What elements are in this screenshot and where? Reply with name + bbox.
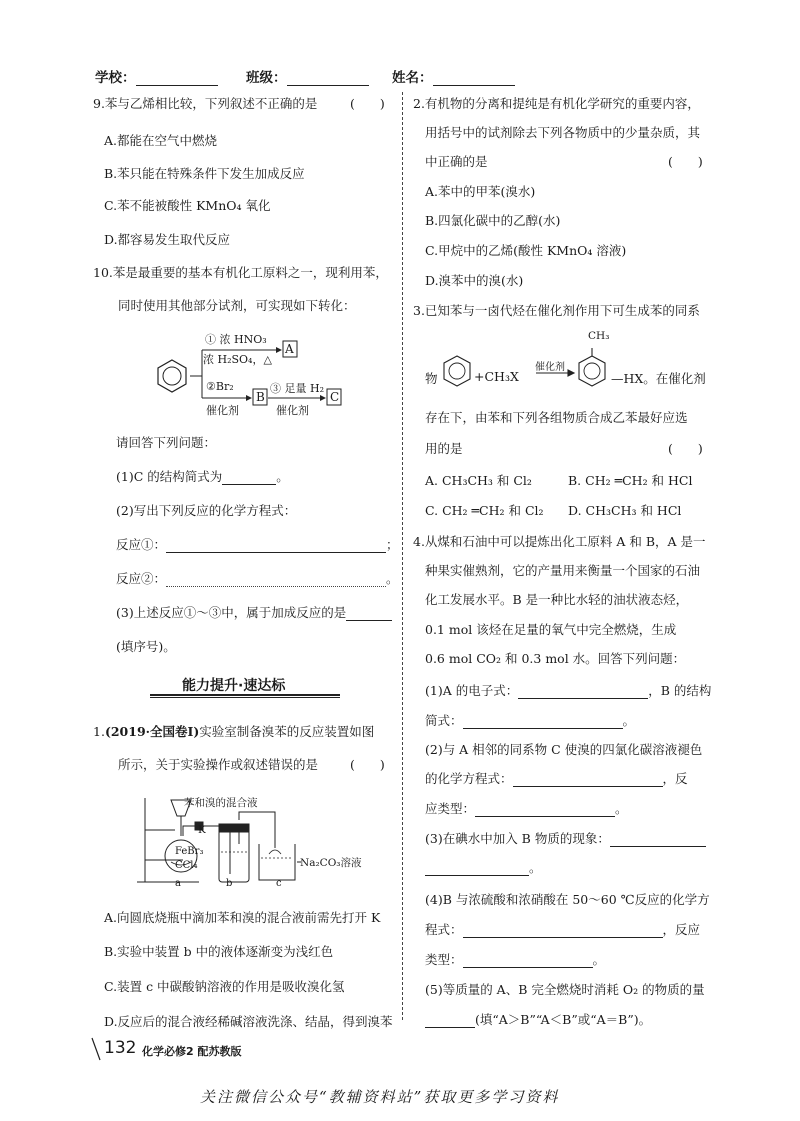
product-b: B (256, 390, 265, 404)
q4-part4-blank-b[interactable] (463, 954, 593, 968)
q10-reaction-2: 反应②： 。 (116, 571, 399, 586)
school-field (95, 66, 218, 86)
q9-option-b: B.苯只能在特殊条件下发生加成反应 (104, 166, 305, 181)
toluene-ring-icon (579, 356, 605, 386)
label-c: c (276, 878, 282, 889)
q10-reaction-1-blank[interactable] (166, 539, 386, 553)
column-divider (402, 92, 403, 1020)
book-title: 化学必修2 配苏教版 (142, 1045, 242, 1058)
q3-wu: 物 (425, 371, 438, 386)
product-c: C (330, 390, 340, 404)
q10-part3-tail: (填序号)。 (116, 639, 176, 654)
q2-option-a: A.苯中的甲苯(溴水) (425, 184, 536, 199)
q4-part3-blank-a[interactable] (610, 833, 706, 847)
q1-option-d: D.反应后的混合液经稀碱溶液洗涤、结晶，得到溴苯 (104, 1014, 393, 1029)
section-heading (150, 673, 340, 695)
benzene-ring-icon (444, 356, 470, 386)
q9-option-c: C.苯不能被酸性 KMnO₄ 氧化 (104, 198, 271, 213)
q4-part4-line2: 程式： ，反应 (425, 922, 701, 937)
q3-answer-paren[interactable]: ( ) (668, 441, 703, 456)
reagent-3-bottom: 催化剂 (276, 404, 309, 417)
q10-part1-blank[interactable] (222, 471, 276, 485)
name-field (392, 66, 515, 86)
q3-tail: —HX。在催化剂 (611, 371, 706, 386)
q4-part2: (2)与 A 相邻的同系物 C 使溴的四氯化碳溶液褪色 (425, 742, 703, 757)
q3-ch3: CH₃ (588, 330, 610, 342)
page-number: 132 (104, 1038, 137, 1058)
class-input-line[interactable] (287, 71, 369, 86)
q1-option-c: C.装置 c 中碳酸钠溶液的作用是吸收溴化氢 (104, 979, 345, 994)
q4-part2-line3: 应类型： 。 (425, 801, 628, 816)
footer-slash-icon (90, 1037, 104, 1061)
q4-line1: 4.从煤和石油中可以提炼出化工原料 A 和 B，A 是一 (413, 534, 706, 549)
q2-stem-line2: 用括号中的试剂除去下列各物质中的少量杂质，其 (425, 125, 701, 140)
class-field (246, 66, 369, 86)
q4-part2-line2: 的化学方程式： ，反 (425, 771, 688, 786)
reagent-1-top: ① 浓 HNO₃ (205, 333, 267, 346)
school-label: 学校： (95, 70, 136, 86)
reagent-3-top: ③ 足量 H₂ (270, 382, 324, 395)
q9-option-a: A.都能在空气中燃烧 (104, 133, 218, 148)
q1-stem-line2: 所示，关于实验操作或叙述错误的是 (118, 757, 319, 772)
q4-part3-blank-b[interactable] (425, 862, 529, 876)
footer-note: 关注微信公众号“教辅资料站”获取更多学习资料 (200, 1088, 560, 1106)
label-ccl4: CCl₄ (175, 860, 198, 871)
q3-equation-graphics (440, 348, 610, 394)
beaker-c-icon (259, 844, 295, 880)
reagent-2-bottom: 催化剂 (206, 404, 239, 417)
q4-line5: 0.6 mol CO₂ 和 0.3 mol 水。回答下列问题： (425, 651, 686, 666)
q4-part3-line2: 。 (425, 858, 542, 876)
q2-stem-line3: 中正确的是 (425, 154, 488, 169)
q10-reaction-2-blank[interactable] (166, 573, 386, 587)
q2-option-c: C.甲烷中的乙烯(酸性 KMnO₄ 溶液) (425, 243, 627, 258)
label-na2co3: Na₂CO₃溶液 (300, 857, 362, 869)
bottle-b-icon (219, 830, 249, 882)
name-label: 姓名： (392, 70, 433, 86)
q3-plus-ch3x: +CH₃X (474, 369, 519, 384)
q4-part5: (5)等质量的 A、B 完全燃烧时消耗 O₂ 的物质的量 (425, 982, 705, 997)
name-input-line[interactable] (433, 71, 515, 86)
q10-part3-blank[interactable] (346, 607, 392, 621)
reagent-2-top: ②Br₂ (206, 380, 234, 393)
q1-option-a: A.向圆底烧瓶中滴加苯和溴的混合液前需先打开 K (104, 910, 381, 925)
q3-stem-line4: 用的是 (425, 441, 463, 456)
q10-ask: 请回答下列问题： (116, 435, 217, 450)
q10-reaction-1: 反应①： ； (116, 537, 399, 552)
q4-part4: (4)B 与浓硫酸和浓硝酸在 50～60 ℃反应的化学方 (425, 892, 710, 907)
q2-option-d: D.溴苯中的溴(水) (425, 273, 524, 288)
label-b: b (226, 878, 233, 889)
product-a: A (285, 342, 294, 356)
q10-stem-line2: 同时使用其他部分试剂，可实现如下转化： (118, 298, 356, 313)
q3-option-b: B. CH₂ ═CH₂ 和 HCl (568, 473, 693, 488)
q10-stem-line1: 10.苯是最重要的基本有机化工原料之一，现利用苯， (93, 265, 388, 280)
section-title: 能力提升·速达标 (182, 678, 286, 694)
q9-answer-paren[interactable]: ( ) (350, 96, 385, 111)
q4-part5-blank[interactable] (425, 1014, 475, 1028)
school-input-line[interactable] (136, 71, 218, 86)
q4-part3: (3)在碘水中加入 B 物质的现象： (425, 829, 706, 847)
benzene-ring-icon (158, 360, 186, 392)
q9-option-d: D.都容易发生取代反应 (104, 232, 231, 247)
q4-part1-blank-b[interactable] (463, 715, 623, 729)
q4-part4-line3: 类型： 。 (425, 952, 606, 967)
q4-part5-line2: (填“A＞B”“A＜B”或“A＝B”)。 (425, 1010, 651, 1028)
q10-part2: (2)写出下列反应的化学方程式： (116, 503, 297, 518)
label-febr3: FeBr₃ (175, 846, 204, 857)
q2-answer-paren[interactable]: ( ) (668, 154, 703, 169)
q4-part1-blank-a[interactable] (518, 685, 648, 699)
q9-stem: 9.苯与乙烯相比较，下列叙述不正确的是 (93, 96, 318, 111)
q4-part2-blank-b[interactable] (475, 803, 615, 817)
q4-part2-blank-a[interactable] (513, 773, 663, 787)
q4-part1-line2: 简式： 。 (425, 713, 636, 728)
q1-option-b: B.实验中装置 b 中的液体逐渐变为浅红色 (104, 944, 334, 959)
q4-line2: 种果实催熟剂，它的产量用来衡量一个国家的石油 (425, 563, 701, 578)
q4-line4: 0.1 mol 该烃在足量的氧气中完全燃烧，生成 (425, 622, 677, 637)
label-a: a (175, 878, 181, 889)
q1-answer-paren[interactable]: ( ) (350, 757, 385, 772)
q1-source: (2019·全国卷Ⅰ) (104, 724, 200, 739)
label-k: K (198, 824, 206, 836)
q10-part3: (3)上述反应①～③中，属于加成反应的是 (116, 603, 392, 621)
q3-option-c: C. CH₂ ═CH₂ 和 Cl₂ (425, 503, 544, 518)
class-label: 班级： (246, 70, 287, 86)
q2-option-b: B.四氯化碳中的乙醇(水) (425, 213, 561, 228)
q3-option-d: D. CH₃CH₃ 和 HCl (568, 503, 682, 518)
label-mixture: 苯和溴的混合液 (184, 797, 258, 809)
q3-option-a: A. CH₃CH₃ 和 Cl₂ (425, 473, 532, 488)
q4-line3: 化工发展水平。B 是一种比水轻的油状液态烃， (425, 592, 689, 607)
q3-stem-line3: 存在下，由苯和下列各组物质合成乙苯最好应选 (425, 410, 688, 425)
q4-part4-blank-a[interactable] (463, 924, 663, 938)
reagent-1-bottom: 浓 H₂SO₄，△ (203, 353, 272, 366)
q4-part1: (1)A 的电子式： ，B 的结构 (425, 683, 712, 698)
q2-stem-line1: 2.有机物的分离和提纯是有机化学研究的重要内容， (413, 96, 700, 111)
q1-stem-line1: 1.(2019·全国卷Ⅰ)实验室制备溴苯的反应装置如图 (93, 724, 375, 739)
q3-stem-line1: 3.已知苯与一卤代烃在催化剂作用下可生成苯的同系 (413, 303, 700, 318)
q3-catalyst: 催化剂 (535, 362, 565, 373)
q10-part1: (1)C 的结构简式为 。 (116, 469, 289, 484)
